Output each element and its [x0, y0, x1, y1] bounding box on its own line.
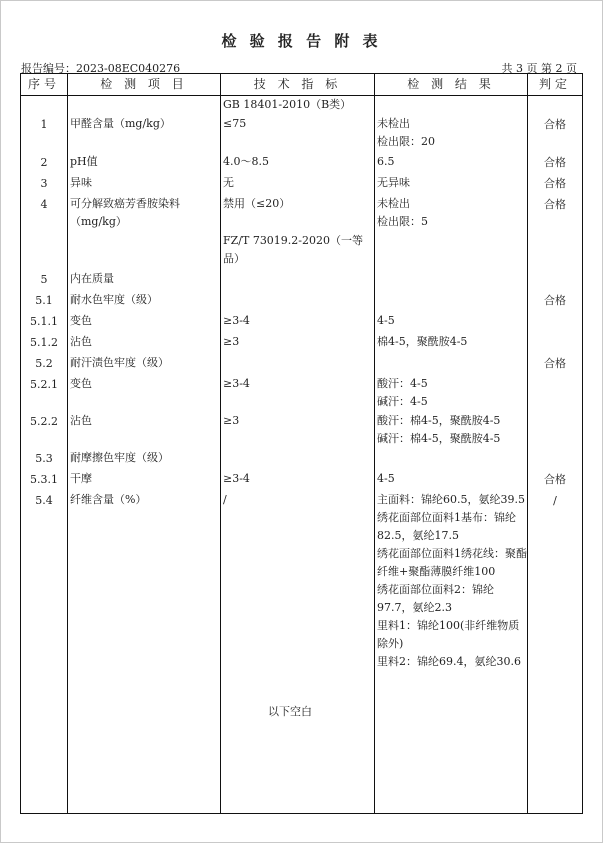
technical-standard: 禁用（≤20）	[221, 195, 375, 232]
row-number: 5.1.1	[21, 312, 68, 333]
judgement	[528, 375, 583, 412]
blank-filler-row	[21, 729, 583, 814]
test-result	[375, 96, 528, 115]
table-row	[21, 354, 583, 375]
table-row	[21, 195, 583, 232]
test-result: 未检出 检出限：5	[375, 195, 528, 232]
test-item: 纤维含量（%）	[68, 491, 221, 703]
table-row	[21, 270, 583, 291]
table-row	[21, 333, 583, 354]
table-row	[21, 412, 583, 449]
page-title: 检 验 报 告 附 表	[221, 32, 382, 50]
row-number: 5.2.2	[21, 412, 68, 449]
technical-standard: FZ/T 73019.2-2020（一等品）	[221, 232, 375, 270]
page-info: 共 3 页 第 2 页	[501, 62, 577, 75]
judgement: 合格	[528, 115, 583, 153]
judgement	[528, 96, 583, 115]
test-result: 棉4-5，聚酰胺4-5	[375, 333, 528, 354]
row-number	[21, 232, 68, 270]
test-result: 4-5	[375, 470, 528, 491]
test-item: 可分解致癌芳香胺染料（mg/kg）	[68, 195, 221, 232]
technical-standard: ≥3	[221, 333, 375, 354]
judgement	[528, 333, 583, 354]
table-row	[21, 291, 583, 312]
row-number: 5.1.2	[21, 333, 68, 354]
technical-standard	[221, 354, 375, 375]
test-item: 干摩	[68, 470, 221, 491]
technical-standard: ≥3-4	[221, 312, 375, 333]
row-number: 5.1	[21, 291, 68, 312]
row-number: 3	[21, 174, 68, 195]
test-item: 甲醛含量（mg/kg）	[68, 115, 221, 153]
row-number: 5	[21, 270, 68, 291]
technical-standard	[221, 270, 375, 291]
technical-standard: ≥3-4	[221, 375, 375, 412]
report-number: 报告编号：2023-08EC040276	[21, 62, 181, 75]
header-judgement: 判定	[528, 74, 583, 96]
judgement	[528, 412, 583, 449]
judgement	[528, 232, 583, 270]
test-item: 沾色	[68, 333, 221, 354]
row-number: 4	[21, 195, 68, 232]
test-result	[375, 354, 528, 375]
test-result: 酸汗：4-5 碱汗：4-5	[375, 375, 528, 412]
test-item: 沾色	[68, 412, 221, 449]
table-row	[21, 375, 583, 412]
table-row	[21, 470, 583, 491]
table-row	[21, 96, 583, 115]
technical-standard: ≥3	[221, 412, 375, 449]
judgement: 合格	[528, 354, 583, 375]
test-result	[375, 449, 528, 470]
test-result	[375, 232, 528, 270]
test-item: 耐摩擦色牢度（级）	[68, 449, 221, 470]
test-item: pH值	[68, 153, 221, 174]
judgement: 合格	[528, 291, 583, 312]
table-row	[21, 449, 583, 470]
test-result: 主面料：锦纶60.5，氨纶39.5 绣花面部位面料1基布：锦纶82.5，氨纶17.5 绣花面部位面料1绣花线：聚酯纤维+聚酯薄膜纤维100 绣花面部位面料2：锦纶97.7，氨纶2.3 里料1：锦纶100(非纤维物质除外) 里料2：锦纶69.4，氨纶30.6	[375, 491, 528, 703]
test-item: 内在质量	[68, 270, 221, 291]
judgement	[528, 312, 583, 333]
test-item	[68, 232, 221, 270]
blank-note-text: 以下空白	[268, 704, 312, 718]
test-item: 变色	[68, 375, 221, 412]
technical-standard	[221, 291, 375, 312]
test-result: 酸汗：棉4-5，聚酰胺4-5 碱汗：棉4-5，聚酰胺4-5	[375, 412, 528, 449]
results-table	[20, 73, 583, 814]
technical-standard: ≤75	[221, 115, 375, 153]
test-result: 6.5	[375, 153, 528, 174]
test-item: 耐汗渍色牢度（级）	[68, 354, 221, 375]
blank-note	[68, 703, 312, 729]
judgement	[528, 270, 583, 291]
test-item: 耐水色牢度（级）	[68, 291, 221, 312]
row-number: 5.2	[21, 354, 68, 375]
table-row	[21, 491, 583, 703]
row-number: 5.2.1	[21, 375, 68, 412]
table-body	[21, 96, 583, 814]
judgement: 合格	[528, 195, 583, 232]
judgement: 合格	[528, 470, 583, 491]
judgement: /	[528, 491, 583, 703]
blank-note-row	[21, 703, 583, 729]
table-row	[21, 115, 583, 153]
technical-standard: /	[221, 491, 375, 703]
judgement: 合格	[528, 153, 583, 174]
row-number: 5.3.1	[21, 470, 68, 491]
row-number: 2	[21, 153, 68, 174]
table-row	[21, 174, 583, 195]
header-result: 检 测 结 果	[375, 74, 528, 96]
table-row	[21, 153, 583, 174]
technical-standard: GB 18401-2010（B类）	[221, 96, 375, 115]
test-result	[375, 291, 528, 312]
test-result: 未检出 检出限：20	[375, 115, 528, 153]
test-result: 4-5	[375, 312, 528, 333]
test-item	[68, 96, 221, 115]
row-number: 5.4	[21, 491, 68, 703]
test-result	[375, 270, 528, 291]
technical-standard	[221, 449, 375, 470]
table-header-row	[21, 74, 583, 96]
row-number: 1	[21, 115, 68, 153]
row-number: 5.3	[21, 449, 68, 470]
test-item: 变色	[68, 312, 221, 333]
test-item: 异味	[68, 174, 221, 195]
judgement: 合格	[528, 174, 583, 195]
header-item: 检 测 项 目	[68, 74, 221, 96]
judgement	[528, 449, 583, 470]
technical-standard: ≥3-4	[221, 470, 375, 491]
table-row	[21, 312, 583, 333]
technical-standard: 无	[221, 174, 375, 195]
table-row	[21, 232, 583, 270]
header-no: 序号	[21, 74, 68, 96]
header-standard: 技 术 指 标	[221, 74, 375, 96]
test-result: 无异味	[375, 174, 528, 195]
row-number	[21, 96, 68, 115]
technical-standard: 4.0～8.5	[221, 153, 375, 174]
